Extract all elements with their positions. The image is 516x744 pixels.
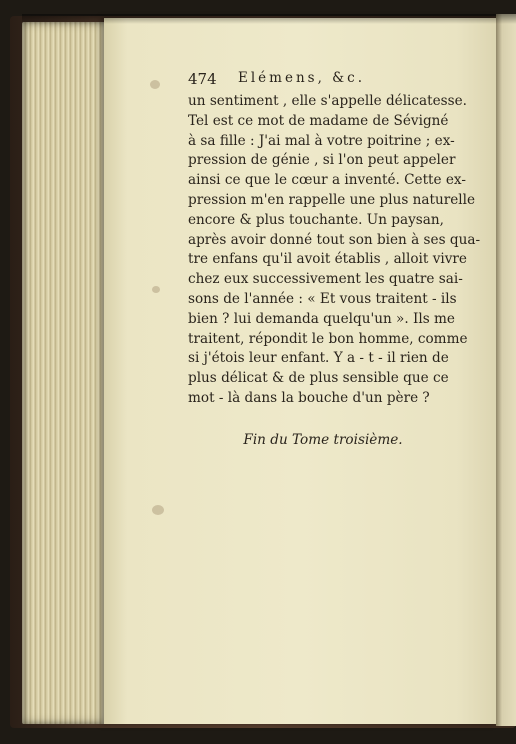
page-edges: [22, 22, 114, 724]
text-line: pression m'en rappelle une plus naturelle: [188, 191, 476, 208]
foxing-spot: [152, 505, 164, 515]
running-title: Elémens, &c.: [238, 70, 366, 86]
text-line: tre enfans qu'il avoit établis , alloit vivre: [188, 251, 467, 268]
foxing-spot: [152, 286, 160, 293]
text-line: mot - là dans la bouche d'un père ?: [188, 389, 430, 406]
text-line: traitent, répondit le bon homme, comme: [188, 330, 468, 347]
text-line: chez eux successivement les quatre sai-: [188, 271, 463, 288]
text-line: plus délicat & de plus sensible que ce: [188, 370, 449, 387]
page-header: [188, 70, 458, 90]
body-text: [188, 92, 481, 409]
text-line: Tel est ce mot de madame de Sévigné: [188, 112, 449, 129]
text-line: pression de génie , si l'on peut appeler: [188, 152, 456, 169]
text-line: ainsi ce que le cœur a inventé. Cette ex-: [188, 172, 466, 189]
text-line: à sa fille : J'ai mal à votre poitrine ; ex-: [188, 132, 455, 149]
foxing-spot: [150, 80, 160, 89]
page-number: 474: [188, 70, 217, 88]
top-shadow: [22, 14, 516, 24]
text-line: après avoir donné tout son bien à ses qua-: [188, 231, 481, 248]
text-line: bien ? lui demanda quelqu'un ». Ils me: [188, 310, 455, 327]
facing-page-edge: [496, 14, 516, 726]
text-line: si j'étois leur enfant. Y a - t - il rien de: [188, 350, 449, 367]
text-line: sons de l'année : « Et vous traitent - ils: [188, 290, 457, 307]
text-line: un sentiment , elle s'appelle délicatesse.: [188, 93, 467, 109]
text-line: encore & plus touchante. Un paysan,: [188, 211, 444, 228]
end-of-volume-note: Fin du Tome troisième.: [243, 432, 403, 448]
